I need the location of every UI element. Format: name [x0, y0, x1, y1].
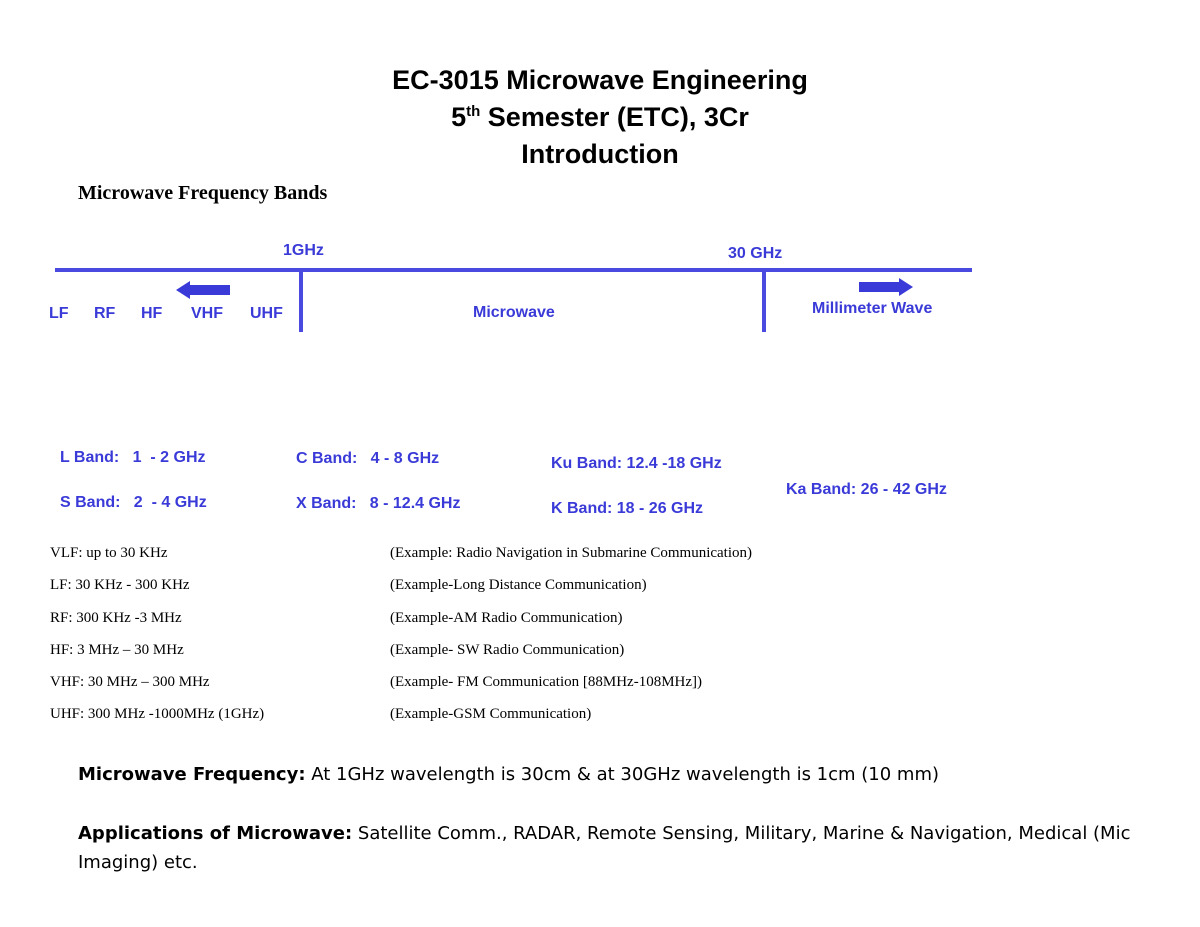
spectrum-axis-line [55, 268, 972, 272]
band-microwave: Microwave [473, 304, 555, 321]
label-1ghz: 1GHz [283, 242, 324, 259]
course-title: EC-3015 Microwave Engineering [392, 65, 808, 95]
wavelength-text: At 1GHz wavelength is 30cm & at 30GHz wavelength is 1cm (10 mm) [305, 764, 940, 785]
freq-example-hf: (Example- SW Radio Communication) [390, 642, 625, 658]
freq-range-vlf: VLF: up to 30 KHz [50, 545, 168, 561]
freq-example-vlf: (Example: Radio Navigation in Submarine Communication) [390, 545, 753, 561]
section-heading: Microwave Frequency Bands [78, 182, 328, 204]
ka-band: Ka Band: 26 - 42 GHz [786, 481, 947, 498]
band-lf: LF [49, 305, 69, 322]
freq-example-rf: (Example-AM Radio Communication) [390, 610, 623, 626]
c-band: C Band: 4 - 8 GHz [296, 450, 440, 467]
wavelength-label: Microwave Frequency: [78, 764, 306, 785]
divider-30ghz [762, 272, 766, 332]
band-millimeter-wave: Millimeter Wave [812, 300, 933, 317]
freq-example-lf: (Example-Long Distance Communication) [390, 577, 647, 593]
freq-range-hf: HF: 3 MHz – 30 MHz [50, 642, 184, 658]
applications-label: Applications of Microwave: [78, 823, 353, 844]
semester-rest: Semester (ETC), 3Cr [480, 102, 749, 132]
s-band: S Band: 2 - 4 GHz [60, 494, 207, 511]
band-vhf: VHF [191, 305, 223, 322]
freq-range-lf: LF: 30 KHz - 300 KHz [50, 577, 190, 593]
freq-range-uhf: UHF: 300 MHz -1000MHz (1GHz) [50, 706, 265, 722]
applications-text: Satellite Comm., RADAR, Remote Sensing, Military, Marine & Navigation, Medical (Mic [352, 823, 1131, 844]
semester-number: 5 [451, 102, 467, 132]
band-rf: RF [94, 305, 116, 322]
freq-range-vhf: VHF: 30 MHz – 300 MHz [50, 674, 210, 690]
right-arrow-icon [857, 277, 913, 297]
left-arrow-icon [176, 280, 232, 300]
label-30ghz: 30 GHz [728, 245, 783, 262]
semester-line [0, 99, 1200, 136]
freq-example-uhf: (Example-GSM Communication) [390, 706, 592, 722]
title-block [0, 62, 1200, 173]
subtitle: Introduction [521, 139, 679, 169]
applications-note-line2: Imaging) etc. [78, 852, 198, 873]
l-band: L Band: 1 - 2 GHz [60, 449, 206, 466]
x-band: X Band: 8 - 12.4 GHz [296, 495, 461, 512]
band-uhf: UHF [250, 305, 283, 322]
divider-1ghz [299, 272, 303, 332]
ku-band: Ku Band: 12.4 -18 GHz [551, 455, 722, 472]
band-hf: HF [141, 305, 163, 322]
freq-example-vhf: (Example- FM Communication [88MHz-108MHz]) [390, 674, 703, 690]
wavelength-note [78, 764, 939, 785]
freq-range-rf: RF: 300 KHz -3 MHz [50, 610, 182, 626]
applications-note [78, 823, 1200, 844]
k-band: K Band: 18 - 26 GHz [551, 500, 704, 517]
semester-superscript: th [466, 103, 481, 120]
